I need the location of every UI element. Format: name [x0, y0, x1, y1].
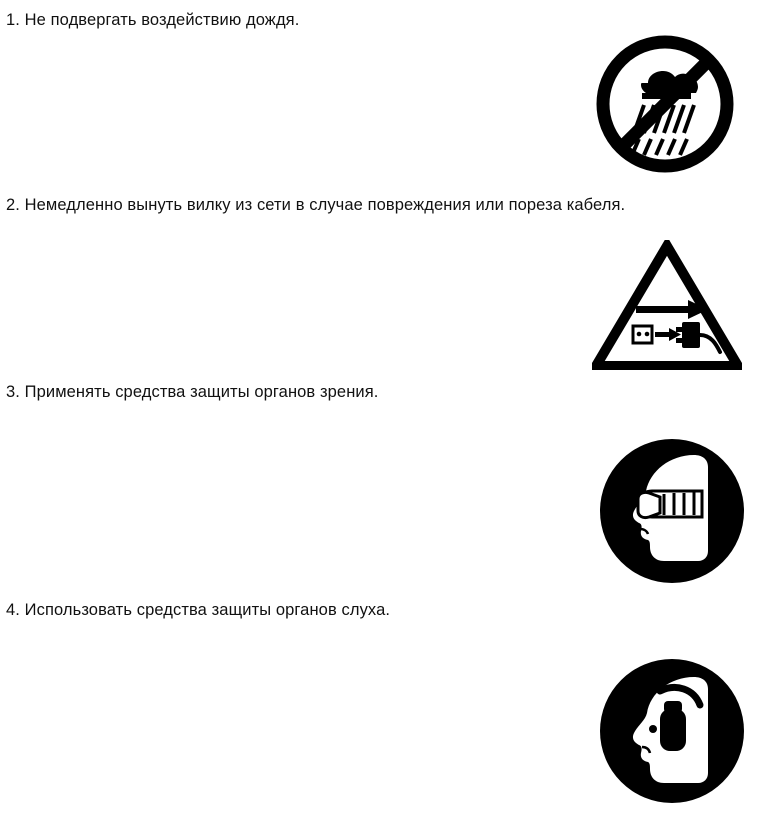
unplug-warning-triangle-sign — [592, 240, 742, 370]
safety-item-2 — [0, 185, 775, 375]
safety-item-4 — [0, 595, 775, 819]
wear-ear-protection-mandatory-sign — [598, 657, 746, 805]
safety-item-3-text: 3. Применять средства защиты органов зрения. — [6, 383, 379, 401]
safety-item-1-text: 1. Не подвергать воздействию дождя. — [6, 11, 300, 29]
no-rain-exposure-prohibition-sign — [596, 35, 734, 173]
safety-item-3 — [0, 375, 775, 595]
safety-item-2-text: 2. Немедленно вынуть вилку из сети в случае повреждения или пореза кабеля. — [6, 196, 626, 214]
safety-item-1 — [0, 0, 775, 185]
safety-item-4-text: 4. Использовать средства защиты органов слуха. — [6, 601, 391, 619]
wear-eye-protection-mandatory-sign — [598, 437, 746, 585]
